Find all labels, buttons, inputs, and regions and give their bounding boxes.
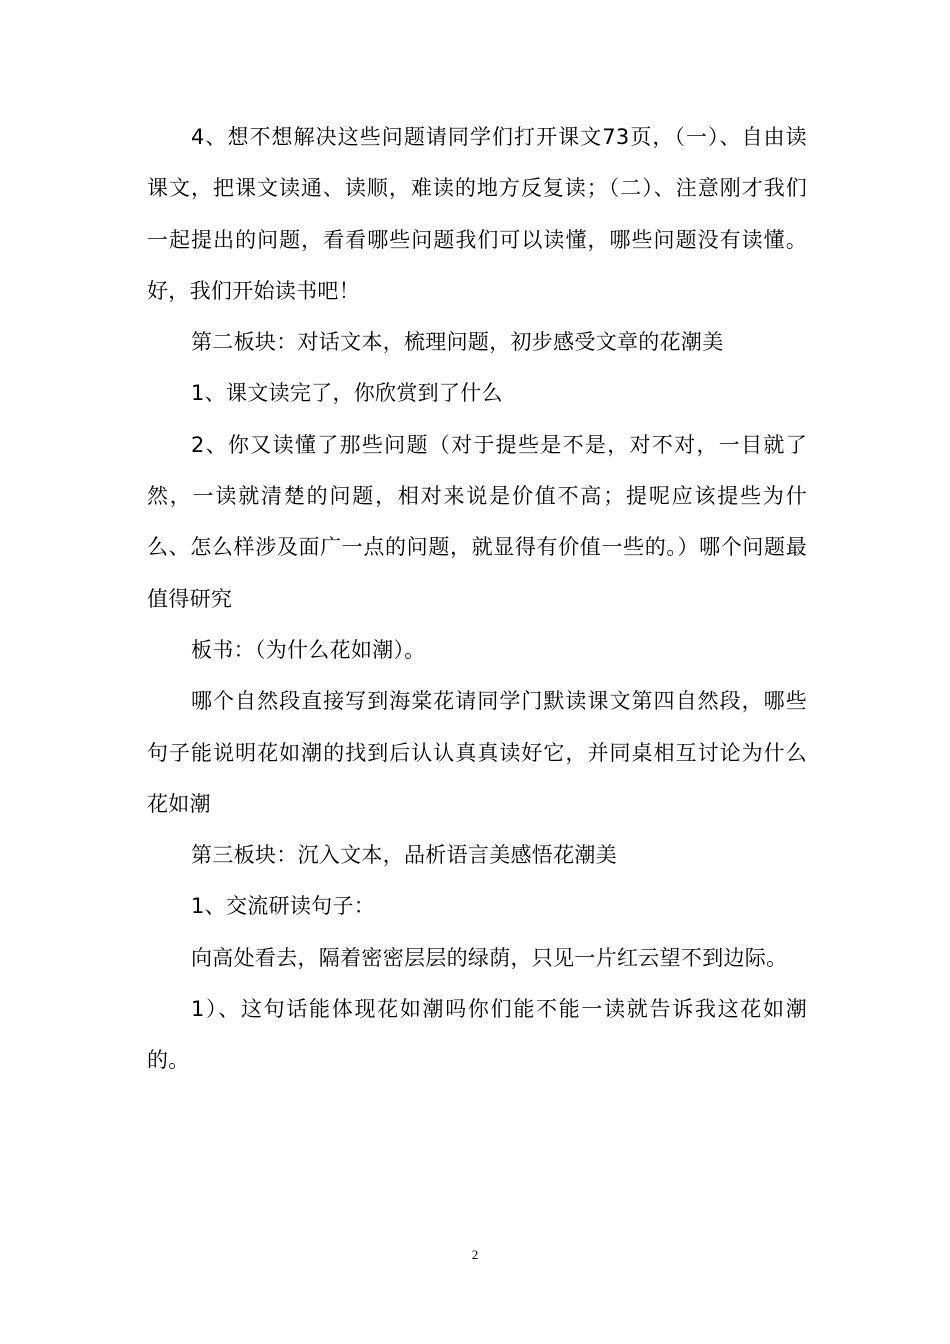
document-body — [147, 112, 807, 1087]
paragraph-blackboard: 板书：（为什么花如潮）。 — [191, 637, 426, 662]
paragraph-sub-question: 1）、这句话能体现花如潮吗你们能不能一读就告诉我这花如潮的。 — [147, 997, 807, 1073]
paragraph-quote: 向高处看去，隔着密密层层的绿荫，只见一片红云望不到边际。 — [191, 945, 788, 970]
paragraph-instructions: 4、想不想解决这些问题请同学们打开课文73页，（一）、自由读课文，把课文读通、读顺，难读的地方反复读；（二）、注意刚才我们一起提出的问题，看看哪些问题我们可以读懂，哪些问题没有读懂。好，我们开始读书吧！ — [147, 125, 807, 303]
section-heading-2: 第二板块：对话文本，梳理问题，初步感受文章的花潮美 — [191, 330, 724, 355]
paragraph-exchange: 1、交流研读句子： — [191, 894, 376, 919]
page-number: 2 — [471, 1247, 479, 1262]
paragraph-question-1: 1、课文读完了，你欣赏到了什么 — [191, 381, 503, 406]
paragraph-reading-task: 哪个自然段直接写到海棠花请同学门默读课文第四自然段，哪些句子能说明花如潮的找到后认认真真读好它，并同桌相互讨论为什么花如潮 — [147, 689, 807, 816]
paragraph-question-2: 2、你又读懂了那些问题（对于提些是不是，对不对，一目就了然，一读就清楚的问题，相对来说是价值不高；提呢应该提些为什么、怎么样涉及面广一点的问题，就显得有价值一些的。）哪个问题最值得研究 — [147, 432, 807, 611]
section-heading-3: 第三板块：沉入文本，品析语言美感悟花潮美 — [191, 843, 617, 868]
